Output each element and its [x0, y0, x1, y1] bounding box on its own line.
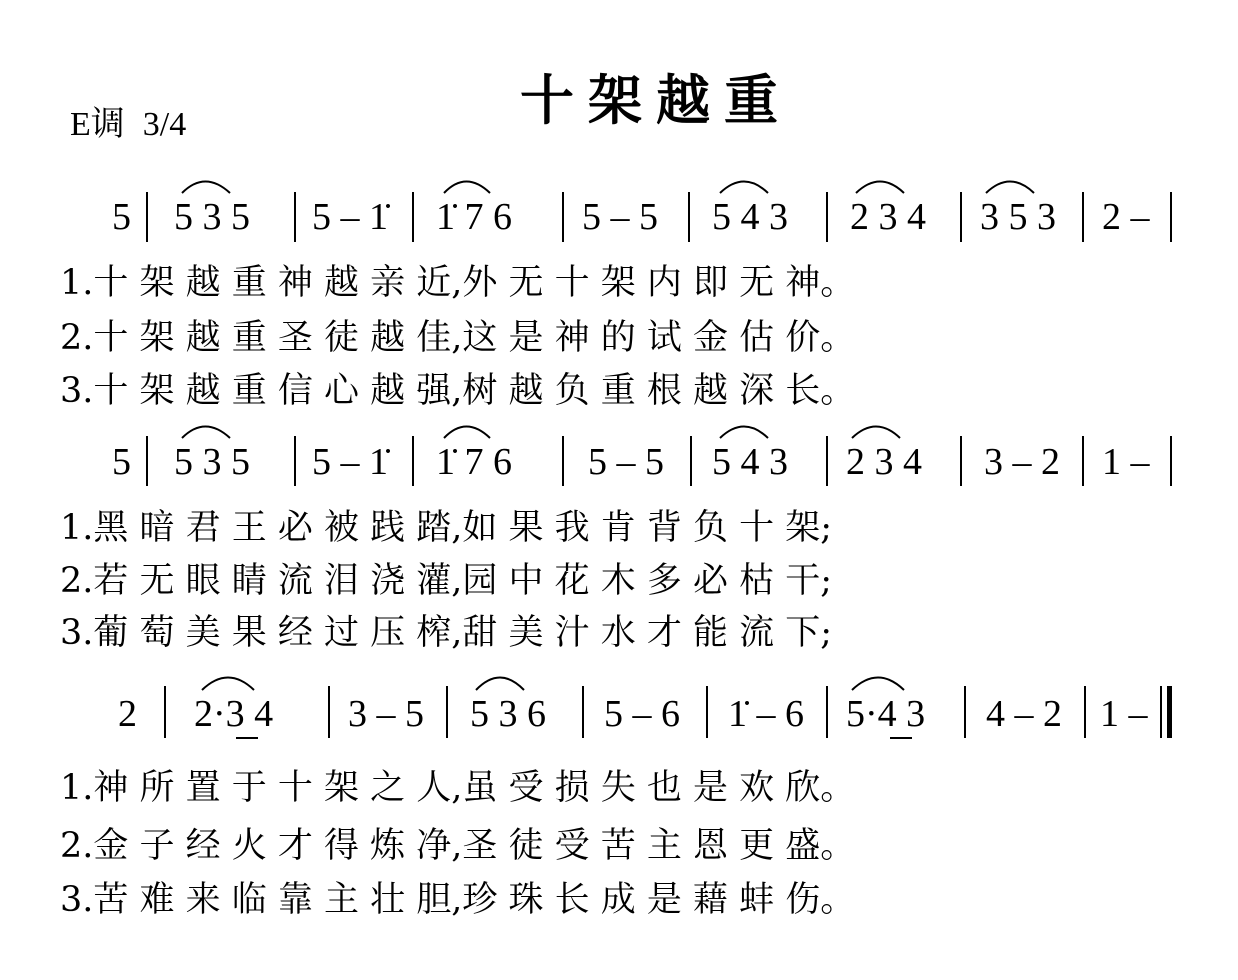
measure: 5 – 5: [588, 441, 664, 483]
measure: 2·3 4: [194, 693, 274, 735]
measure: 2 3 4: [850, 196, 926, 238]
slur-mark: [720, 182, 768, 194]
key-label: E调: [70, 106, 125, 143]
slur-mark: [202, 678, 254, 691]
measure: 5 4 3: [712, 196, 788, 238]
measure: 3 – 5: [348, 693, 424, 735]
measure: 1̇ – 6: [728, 693, 804, 735]
lyric-line-verse-2: 2.十 架 越 重 圣 徒 越 佳,这 是 神 的 试 金 估 价。: [60, 318, 856, 358]
lyric-line-verse-3: 3.十 架 越 重 信 心 越 强,树 越 负 重 根 越 深 长。: [60, 371, 856, 411]
pickup-measure: 5: [112, 196, 131, 238]
time-signature: 3/4: [142, 106, 187, 143]
measure: 2 3 4: [846, 441, 922, 483]
song-title: 十架越重: [520, 69, 792, 132]
measure: 4 – 2: [986, 693, 1062, 735]
measure: 5 3 6: [470, 693, 546, 735]
measure: 1 –: [1100, 693, 1148, 735]
lyric-line-verse-3: 3.葡 萄 美 果 经 过 压 榨,甜 美 汁 水 才 能 流 下;: [60, 613, 833, 653]
measure: 1̇ 7 6: [436, 196, 512, 238]
measure: 5·4 3: [846, 693, 926, 735]
measure: 1 –: [1102, 441, 1150, 483]
lyric-line-verse-1: 1.十 架 越 重 神 越 亲 近,外 无 十 架 内 即 无 神。: [60, 263, 856, 303]
pickup-measure: 2: [118, 693, 137, 735]
slur-mark: [720, 427, 768, 439]
slur-mark: [182, 182, 230, 194]
measure: 5 3 5: [174, 196, 250, 238]
measure: 5 – 1̇: [312, 441, 388, 483]
lyric-line-verse-1: 1.黑 暗 君 王 必 被 践 踏,如 果 我 肯 背 负 十 架;: [60, 508, 833, 548]
pickup-measure: 5: [112, 441, 131, 483]
measure: 1̇ 7 6: [436, 441, 512, 483]
measure: 5 – 1̇: [312, 196, 388, 238]
lyric-line-verse-2: 2.若 无 眼 睛 流 泪 浇 灌,园 中 花 木 多 必 枯 干;: [60, 561, 833, 601]
measure: 3 5 3: [980, 196, 1056, 238]
slur-mark: [856, 182, 904, 194]
measure: 5 – 6: [604, 693, 680, 735]
measure: 3 – 2: [984, 441, 1060, 483]
lyric-line-verse-1: 1.神 所 置 于 十 架 之 人,虽 受 损 失 也 是 欢 欣。: [60, 768, 856, 808]
slur-mark: [444, 182, 490, 194]
measure: 5 3 5: [174, 441, 250, 483]
slur-mark: [182, 427, 230, 439]
slur-mark: [852, 427, 900, 439]
slur-mark: [476, 678, 524, 691]
slur-mark: [986, 182, 1034, 194]
measure: 5 4 3: [712, 441, 788, 483]
measure: 5 – 5: [582, 196, 658, 238]
slur-mark: [444, 427, 490, 439]
measure: 2 –: [1102, 196, 1150, 238]
slur-mark: [852, 678, 904, 691]
lyric-line-verse-2: 2.金 子 经 火 才 得 炼 净,圣 徒 受 苦 主 恩 更 盛。: [60, 826, 856, 866]
lyric-line-verse-3: 3.苦 难 来 临 靠 主 壮 胆,珍 珠 长 成 是 藉 蚌 伤。: [60, 880, 856, 920]
